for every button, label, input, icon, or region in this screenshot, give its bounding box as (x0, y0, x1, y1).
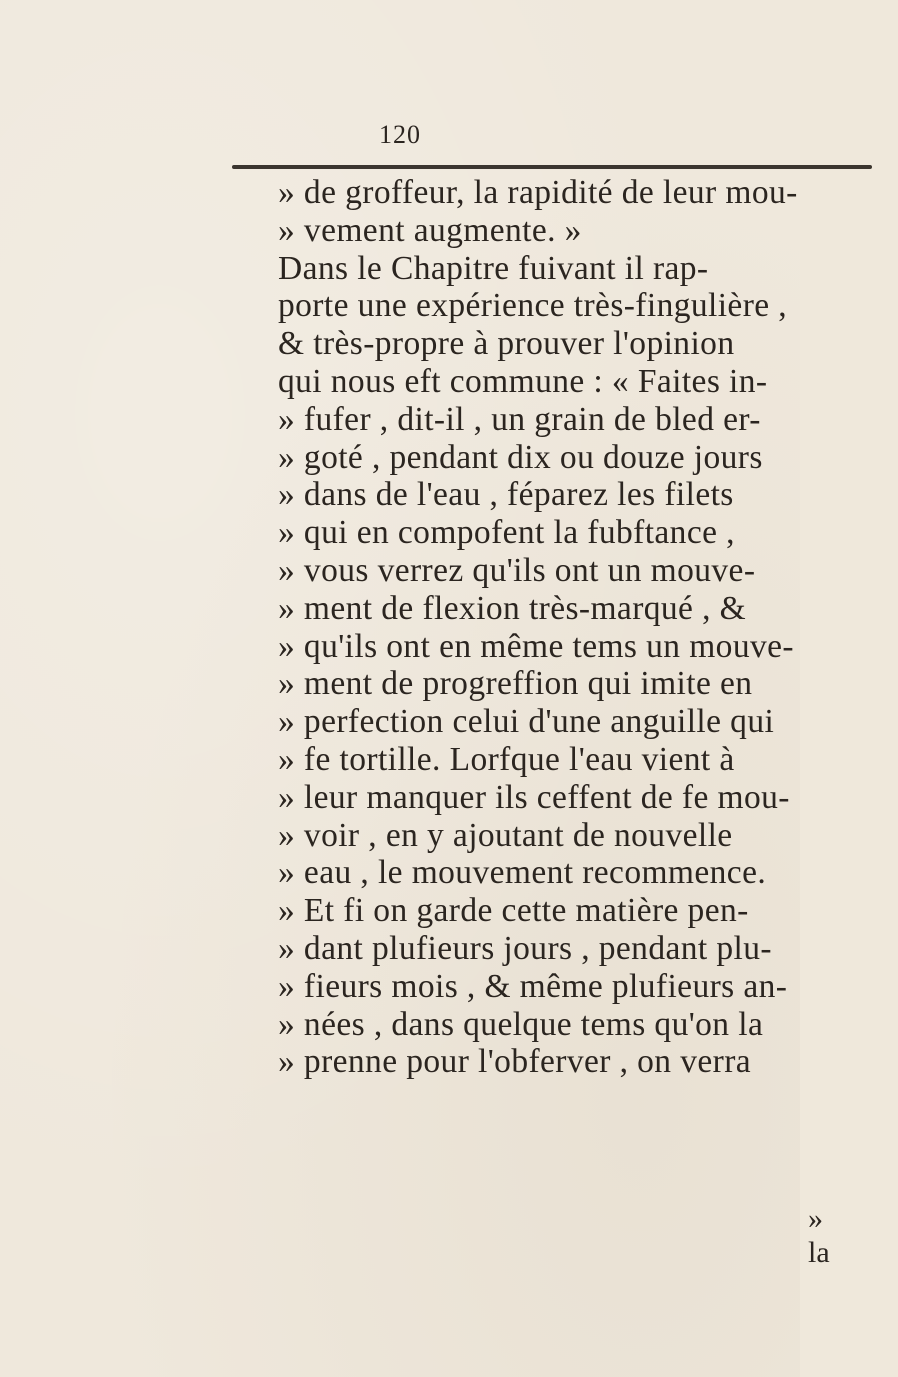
text-line: » vous verrez qu'ils ont un mouve- (278, 551, 756, 589)
text-line: » vement augmente. » (278, 211, 582, 249)
catchword: » la (808, 1202, 830, 1269)
header-rule (232, 165, 872, 169)
text-line: » dant plufieurs jours , pendant plu- (278, 929, 772, 967)
text-line: » qu'ils ont en même tems un mouve- (278, 627, 794, 665)
text-line: » eau , le mouvement recommence. (278, 854, 767, 892)
text-line: » voir , en y ajoutant de nouvelle (278, 816, 733, 854)
text-line: » leur manquer ils ceffent de fe mou- (278, 778, 790, 816)
text-line: » fufer , dit-il , un grain de bled er- (278, 400, 761, 438)
text-line: » perfection celui d'une anguille qui (278, 703, 775, 741)
text-line: qui nous eft commune : « Faites in- (278, 362, 768, 400)
text-line: Dans le Chapitre fuivant il rap- (278, 249, 709, 287)
text-line: » nées , dans quelque tems qu'on la (278, 1005, 764, 1043)
text-line: & très-propre à prouver l'opinion (278, 325, 735, 363)
text-line: porte une expérience très-fingulière , (278, 287, 788, 325)
page-number: 120 (379, 120, 421, 149)
text-line: » de groffeur, la rapidité de leur mou- (278, 174, 798, 211)
body-text (278, 174, 898, 1081)
text-line: » ment de progreffion qui imite en (278, 665, 753, 703)
text-line: » fe tortille. Lorfque l'eau vient à (278, 740, 735, 778)
text-line: » qui en compofent la fubftance , (278, 514, 735, 552)
text-line: » ment de flexion très-marqué , & (278, 589, 747, 627)
text-line: » goté , pendant dix ou douze jours (278, 438, 763, 476)
text-line: » prenne pour l'obferver , on verra (278, 1043, 752, 1081)
text-line: » fieurs mois , & même plufieurs an- (278, 967, 788, 1005)
text-line: » Et fi on garde cette matière pen- (278, 892, 749, 930)
text-line: » dans de l'eau , féparez les filets (278, 476, 734, 514)
